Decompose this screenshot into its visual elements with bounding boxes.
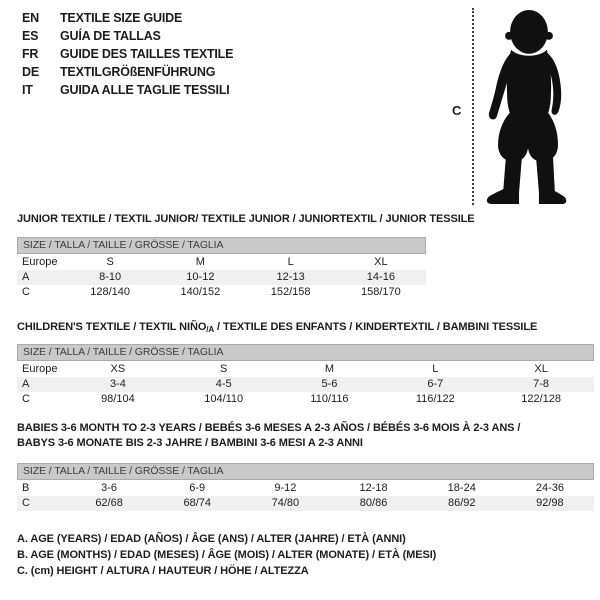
legend-notes [17,531,436,579]
cell-value: 5-6 [321,378,338,390]
size-bar-babies: SIZE / TALLA / TAILLE / GRÖSSE / TAGLIA [17,463,594,480]
column-header-size: L [287,256,294,268]
size-table-junior [17,255,426,300]
row-label: B [22,482,30,494]
row-label: C [22,286,30,298]
size-table-children [17,362,594,407]
cell-value: 104/110 [204,393,244,405]
cell-value: 4-5 [215,378,232,390]
cell-value: 140/152 [180,286,221,298]
lang-code: FR [22,47,39,61]
row-label: A [22,378,30,390]
cell-value: 14-16 [366,271,395,283]
column-header-size: S [106,256,114,268]
cell-value: 12-18 [359,482,388,494]
height-measure-dotted-line [472,8,474,205]
section-title-children [17,321,537,334]
cell-value: 6-7 [427,378,444,390]
cell-value: 116/122 [415,393,455,405]
lang-code: EN [22,11,39,25]
size-table-babies [17,481,594,511]
cell-value: 24-36 [535,482,564,494]
cell-value: 12-13 [276,271,305,283]
column-header-size: XL [534,363,548,375]
row-label: C [22,497,30,509]
lang-row-es [22,27,233,45]
section-title-babies [17,421,577,451]
cell-value: 3-6 [101,482,118,494]
section-title-text: / TEXTILE DES ENFANTS / KINDERTEXTIL / BAMBINI TESSILE [214,321,538,333]
cell-value: 3-4 [109,378,126,390]
column-header-size: M [195,256,205,268]
lang-title: GUIDE DES TAILLES TEXTILE [60,47,234,61]
language-header [22,9,233,99]
height-measure-label-c: C [452,103,462,118]
cell-value: 74/80 [271,497,300,509]
lang-code: IT [22,83,33,97]
row-label: A [22,271,30,283]
table-row-age-months [17,481,594,496]
note-height-cm: C. (cm) HEIGHT / ALTURA / HAUTEUR / HÖHE / ALTEZZA [17,565,309,577]
section-title-line1: BABIES 3-6 MONTH TO 2-3 YEARS / BEBÉS 3-6 MESES A 2-3 AÑOS / BÉBÉS 3-6 MOIS À 2-3 ANS / [17,422,521,434]
cell-value: 98/104 [101,393,135,405]
cell-value: 122/128 [521,393,561,405]
size-bar-junior: SIZE / TALLA / TAILLE / GRÖSSE / TAGLIA [17,237,426,254]
cell-value: 110/116 [310,393,349,405]
note-age-years: A. AGE (YEARS) / EDAD (AÑOS) / ÂGE (ANS) / ALTER (JAHRE) / ETÀ (ANNI) [17,533,406,545]
lang-title: TEXTILE SIZE GUIDE [60,11,183,25]
cell-value: 9-12 [274,482,297,494]
cell-value: 6-9 [189,482,206,494]
cell-value: 128/140 [90,286,130,298]
cell-value: 62/68 [95,497,123,509]
lang-row-en [22,9,233,27]
cell-value: 86/92 [447,497,476,509]
cell-value: 80/86 [359,497,388,509]
lang-title: TEXTILGRÖßENFÜHRUNG [60,65,216,79]
lang-title: GUÍA DE TALLAS [60,29,161,43]
column-header-size: XL [374,256,388,268]
table-row-height [17,285,426,300]
column-header-size: S [220,363,228,375]
cell-value: 152/158 [270,286,311,298]
table-header-row [17,362,594,377]
cell-value: 7-8 [533,378,550,390]
row-label: C [22,393,30,405]
column-header-size: XS [110,363,126,375]
lang-row-fr [22,45,233,63]
note-age-months: B. AGE (MONTHS) / EDAD (MESES) / ÂGE (MOIS) / ALTER (MONATE) / ETÀ (MESI) [17,549,437,561]
table-header-row [17,255,426,270]
lang-title: GUIDA ALLE TAGLIE TESSILI [60,83,230,97]
size-bar-children: SIZE / TALLA / TAILLE / GRÖSSE / TAGLIA [17,344,594,361]
table-row-height [17,496,594,511]
table-row-height [17,392,594,407]
baby-silhouette-icon [483,7,571,208]
section-title-line2: BABYS 3-6 MONATE BIS 2-3 JAHRE / BAMBINI 3-6 MESI A 2-3 ANNI [17,437,363,449]
column-header-region: Europe [22,256,58,268]
lang-row-it [22,81,233,99]
column-header-size: M [324,363,335,375]
cell-value: 158/170 [360,286,401,298]
column-header-size: L [432,363,439,375]
cell-value: 68/74 [183,497,211,509]
table-row-age [17,377,594,392]
column-header-region: Europe [22,363,58,375]
cell-value: 8-10 [99,271,122,283]
lang-row-de [22,63,233,81]
cell-value: 10-12 [186,271,215,283]
section-title-text: CHILDREN'S TEXTILE / TEXTIL NIÑO [17,321,207,333]
lang-code: ES [22,29,39,43]
cell-value: 92/98 [536,497,564,509]
table-row-age [17,270,426,285]
section-title-subscript: /A [206,325,215,334]
lang-code: DE [22,65,39,79]
cell-value: 18-24 [447,482,476,494]
section-title-junior: JUNIOR TEXTILE / TEXTIL JUNIOR/ TEXTILE JUNIOR / JUNIORTEXTIL / JUNIOR TESSILE [17,213,475,225]
